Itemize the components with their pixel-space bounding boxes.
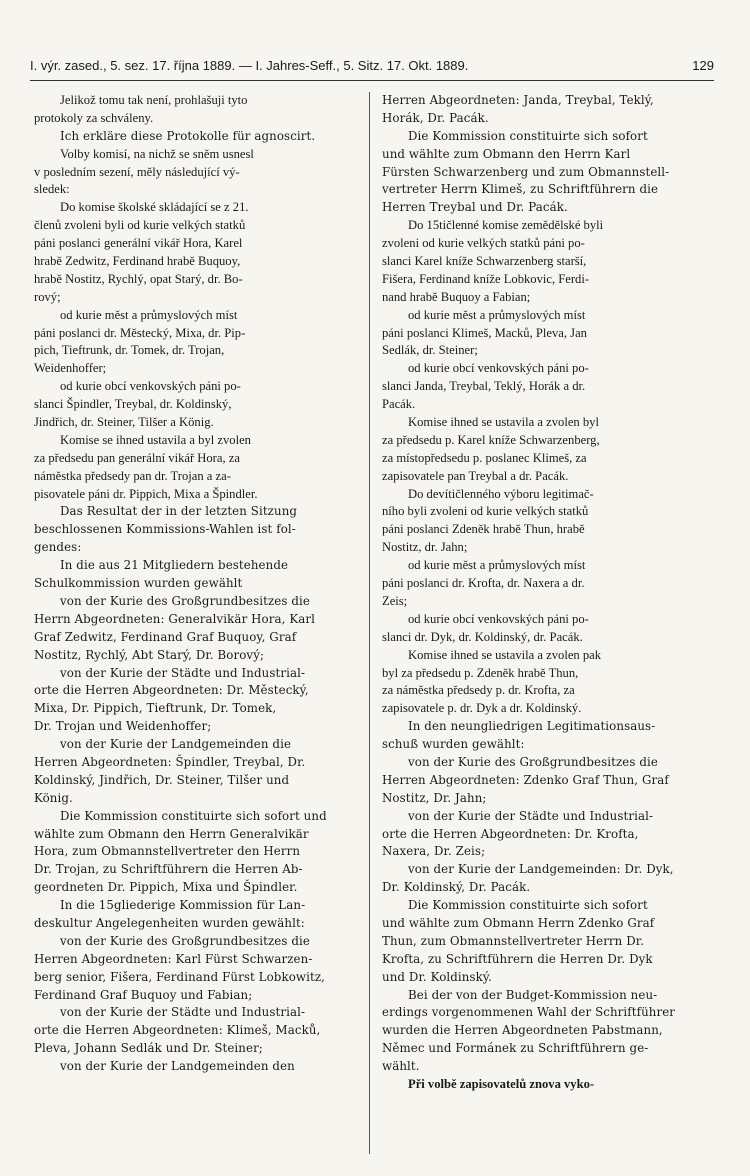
text-line: Nostitz, Rychlý, Abt Starý, Dr. Borový; [34, 647, 265, 662]
text-line: Komise se ihned ustavila a byl zvolen [60, 432, 251, 447]
text-line: orte die Herren Abgeordneten: Dr. Krofta, [382, 826, 639, 841]
text-line: ního byli zvoleni od kurie velkých statků [382, 504, 589, 519]
text-line: Nostitz, Dr. Jahn; [382, 790, 487, 805]
text-line: páni poslanci dr. Městecký, Mixa, dr. Pip- [34, 325, 246, 340]
text-line: von der Kurie des Großgrundbesitzes die [60, 593, 310, 608]
text-line: von der Kurie des Großgrundbesitzes die [408, 754, 658, 769]
text-line: von der Kurie der Städte und Industrial- [60, 665, 306, 680]
text-line: Dr. Trojan und Weidenhoffer; [34, 719, 212, 734]
text-line: geordneten Dr. Pippich, Mixa und Špindler. [34, 880, 298, 895]
text-line: slanci dr. Dyk, dr. Koldinský, dr. Pacák. [382, 629, 583, 644]
text-line: Krofta, zu Schriftführern die Herren Dr. Dyk [382, 951, 653, 966]
text-line: páni poslanci Klimeš, Macků, Pleva, Jan [382, 325, 587, 340]
page-number: 129 [692, 58, 714, 73]
text-line: od kurie měst a průmyslových míst [60, 307, 238, 322]
text-line: von der Kurie der Landgemeinden: Dr. Dyk, [408, 862, 674, 877]
text-line: von der Kurie der Städte und Industrial- [60, 1005, 306, 1020]
text-line: berg senior, Fišera, Ferdinand Fürst Lobkowitz, [34, 969, 325, 984]
text-line: Horák, Dr. Pacák. [382, 110, 489, 125]
text-line: Weidenhoffer; [34, 361, 107, 376]
text-line: Thun, zum Obmannstellvertreter Herrn Dr. [382, 933, 645, 948]
text-line: vertreter Herrn Klimeš, zu Schriftführern die [382, 182, 659, 197]
text-line: Herren Treybal und Dr. Pacák. [382, 200, 568, 215]
text-line: náměstka předsedy pan dr. Trojan a za- [34, 468, 231, 483]
text-line: orte die Herren Abgeordneten: Dr. Městecký, [34, 683, 309, 698]
text-line: Herren Abgeordneten: Janda, Treybal, Teklý, [382, 93, 654, 107]
text-line: Do 15tičlenné komise zemědělské byli [408, 218, 604, 233]
running-header [30, 58, 714, 80]
text-line: pisovatele páni dr. Pippich, Mixa a Špindler. [34, 486, 258, 501]
text-line: Při volbě zapisovatelů znova vyko- [408, 1076, 595, 1091]
text-line: slanci Janda, Treybal, Teklý, Horák a dr. [382, 379, 586, 394]
text-line: Die Kommission constituirte sich sofort [408, 128, 648, 143]
text-line: Ich erkläre diese Protokolle für agnoscirt. [60, 128, 316, 143]
text-line: pich, Tieftrunk, dr. Tomek, dr. Trojan, [34, 343, 225, 358]
text-line: Naxera, Dr. Zeis; [382, 844, 486, 859]
text-line: In den neungliedrigen Legitimationsaus- [408, 719, 656, 734]
text-line: Herren Abgeordneten: Zdenko Graf Thun, Graf [382, 772, 669, 787]
text-line: erdings vorgenommenen Wahl der Schriftführer [382, 1005, 676, 1020]
text-line: od kurie obcí venkovských páni po- [408, 611, 589, 626]
text-line: rový; [34, 289, 61, 304]
text-line: za místopředsedu p. poslanec Klimeš, za [382, 450, 587, 465]
text-line: slanci Špindler, Treybal, dr. Koldinský, [34, 397, 232, 412]
text-line: Jindřich, dr. Steiner, Tilšer a König. [34, 415, 214, 430]
text-line: wurden die Herren Abgeordneten Pabstmann, [382, 1023, 663, 1038]
text-line: sledek: [34, 182, 70, 197]
text-line: Herrn Abgeordneten: Generalvikär Hora, Karl [34, 611, 315, 626]
text-line: hrabě Zedwitz, Ferdinand hrabě Buquoy, [34, 254, 241, 269]
text-line: wählt. [382, 1059, 420, 1074]
right-column [382, 92, 708, 1094]
text-line: Pleva, Johann Sedlák und Dr. Steiner; [34, 1041, 263, 1056]
text-line: hrabě Nostitz, Rychlý, opat Starý, dr. Bo- [34, 271, 243, 286]
text-line: gendes: [34, 540, 82, 555]
header-rule [30, 80, 714, 81]
text-line: slanci Karel kníže Schwarzenberg starší, [382, 254, 587, 269]
text-line: orte die Herren Abgeordneten: Klimeš, Macků, [34, 1023, 321, 1038]
text-line: Volby komisí, na nichž se sněm usnesl [60, 146, 254, 161]
text-line: Komise ihned se ustavila a zvolen byl [408, 415, 599, 430]
text-line: König. [34, 790, 73, 805]
text-line: za předsedu p. Karel kníže Schwarzenberg, [382, 432, 600, 447]
text-line: Do komise školské skládající se z 21. [60, 200, 249, 215]
text-line: und wählte zum Obmann Herrn Zdenko Graf [382, 915, 655, 930]
text-line: Jelikož tomu tak není, prohlašuji tyto [60, 93, 248, 107]
text-line: wählte zum Obmann den Herrn Generalvikär [34, 826, 309, 841]
text-line: od kurie obcí venkovských páni po- [408, 361, 589, 376]
text-line: členů zvoleni byli od kurie velkých statků [34, 218, 246, 233]
text-line: beschlossenen Kommissions-Wahlen ist fol- [34, 522, 296, 537]
text-line: In die 15gliederige Kommission für Lan- [60, 898, 306, 913]
text-line: Schulkommission wurden gewählt [34, 576, 243, 591]
text-line: Die Kommission constituirte sich sofort und [60, 808, 327, 823]
text-line: von der Kurie der Landgemeinden die [60, 737, 292, 752]
text-line: Do devítičlenného výboru legitimač- [408, 486, 594, 501]
text-line: zapisovatele pan Treybal a dr. Pacák. [382, 468, 569, 483]
text-line: von der Kurie der Städte und Industrial- [408, 808, 654, 823]
text-line: páni poslanci generální vikář Hora, Karel [34, 236, 243, 251]
text-line: deskultur Angelegenheiten wurden gewählt: [34, 915, 305, 930]
column-divider [369, 92, 370, 1154]
text-line: Pacák. [382, 397, 416, 412]
text-line: Bei der von der Budget-Kommission neu- [408, 987, 658, 1002]
text-line: Zeis; [382, 593, 408, 608]
text-line: Němec und Formánek zu Schriftführern ge- [382, 1041, 649, 1056]
text-line: zvoleni od kurie velkých statků páni po- [382, 236, 585, 251]
text-line: Graf Zedwitz, Ferdinand Graf Buquoy, Graf [34, 629, 297, 644]
text-line: schuß wurden gewählt: [382, 737, 525, 752]
text-line: nand hrabě Buquoy a Fabian; [382, 289, 531, 304]
text-line: und wählte zum Obmann den Herrn Karl [382, 146, 631, 161]
text-line: und Dr. Koldinský. [382, 969, 492, 984]
text-line: Fišera, Ferdinand kníže Lobkovic, Ferdi- [382, 271, 590, 286]
text-line: zapisovatele p. dr. Dyk a dr. Koldinský. [382, 701, 582, 716]
text-line: Fürsten Schwarzenberg und zum Obmannstell- [382, 164, 670, 179]
text-line: páni poslanci dr. Krofta, dr. Naxera a dr. [382, 576, 585, 591]
text-line: Herren Abgeordneten: Karl Fürst Schwarzen- [34, 951, 313, 966]
text-line: Dr. Koldinský, Dr. Pacák. [382, 880, 531, 895]
text-line: Nostitz, dr. Jahn; [382, 540, 468, 555]
text-line: za náměstka předsedy p. dr. Krofta, za [382, 683, 575, 698]
text-line: Die Kommission constituirte sich sofort [408, 898, 648, 913]
text-line: Das Resultat der in der letzten Sitzung [60, 504, 298, 519]
header-title: I. výr. zased., 5. sez. 17. října 1889. — I. Jahres-Seff., 5. Sitz. 17. Okt. 1889. [30, 58, 469, 73]
left-column [34, 92, 360, 1076]
text-line: Koldinský, Jindřich, Dr. Steiner, Tilšer und [34, 772, 290, 787]
text-line: Herren Abgeordneten: Špindler, Treybal, Dr. [34, 754, 306, 769]
text-line: von der Kurie des Großgrundbesitzes die [60, 933, 310, 948]
text-line: Ferdinand Graf Buquoy und Fabian; [34, 987, 253, 1002]
text-line: od kurie měst a průmyslových míst [408, 558, 586, 573]
text-line: páni poslanci Zdeněk hrabě Thun, hrabě [382, 522, 585, 537]
text-line: za předsedu pan generální vikář Hora, za [34, 450, 240, 465]
text-line: Sedlák, dr. Steiner; [382, 343, 478, 358]
text-line: Dr. Trojan, zu Schriftführern die Herren Ab- [34, 862, 303, 877]
text-line: In die aus 21 Mitgliedern bestehende [60, 558, 289, 573]
text-line: Hora, zum Obmannstellvertreter den Herrn [34, 844, 301, 859]
text-line: Komise ihned se ustavila a zvolen pak [408, 647, 602, 662]
text-line: byl za předsedu p. Zdeněk hrabě Thun, [382, 665, 579, 680]
text-line: v posledním sezení, měly následující vý- [34, 164, 240, 179]
text-line: od kurie obcí venkovských páni po- [60, 379, 241, 394]
text-line: od kurie měst a průmyslových míst [408, 307, 586, 322]
text-line: Mixa, Dr. Pippich, Tieftrunk, Dr. Tomek, [34, 701, 277, 716]
text-line: protokoly za schváleny. [34, 110, 154, 125]
text-line: von der Kurie der Landgemeinden den [60, 1059, 295, 1074]
